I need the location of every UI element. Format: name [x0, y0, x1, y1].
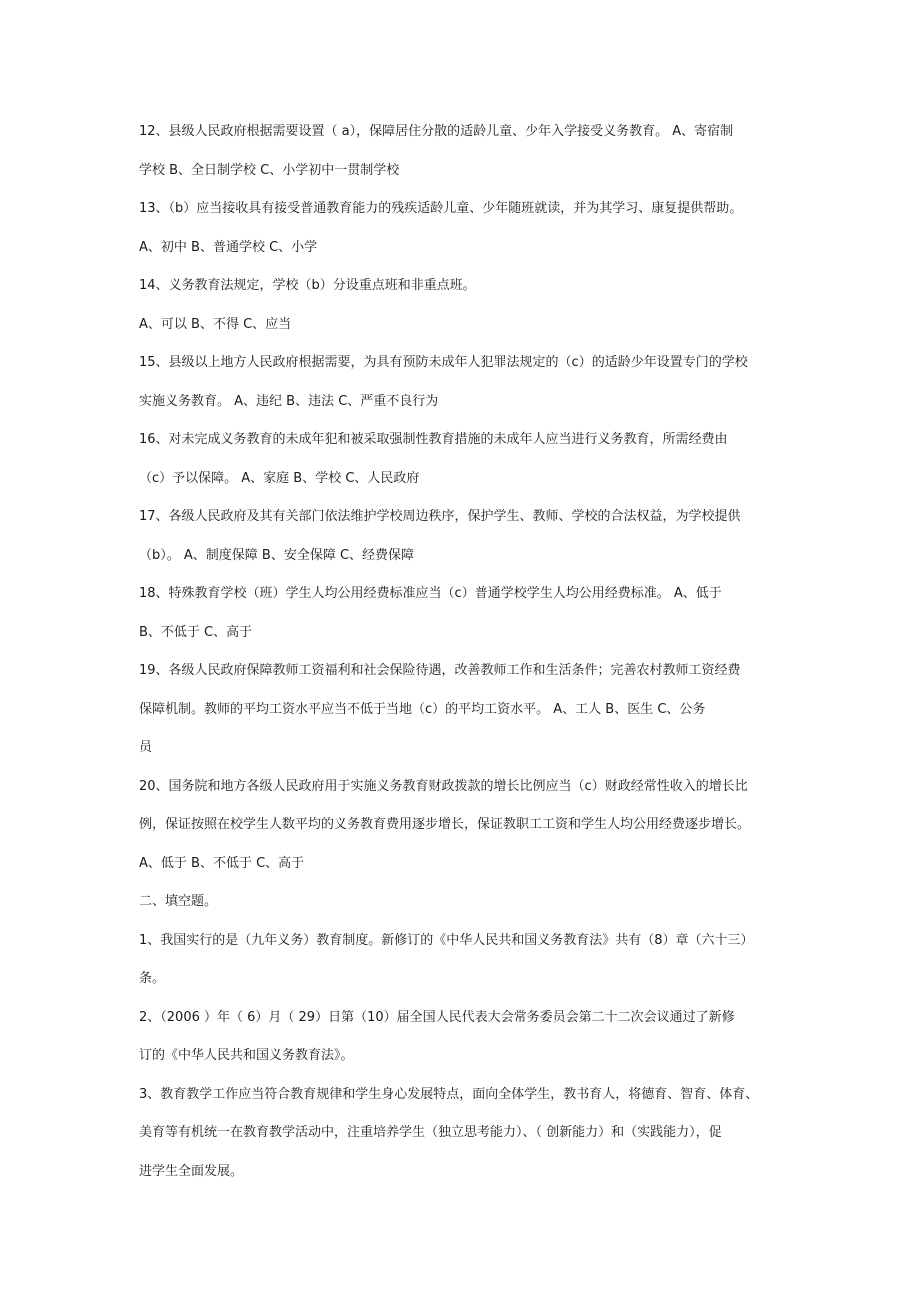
text-line: 17、各级人民政府及其有关部门依法维护学校周边秩序，保护学生、教师、学校的合法权益，为学校提供: [139, 509, 741, 524]
text-line: 20、国务院和地方各级人民政府用于实施义务教育财政拨款的增长比例应当（c）财政经常性收入的增长比: [139, 778, 748, 794]
text-line: 订的《中华人民共和国义务教育法》。: [139, 1048, 354, 1063]
text-line: 实施义务教育。 A、违纪 B、违法 C、严重不良行为: [139, 393, 439, 409]
text-line: 12、县级人民政府根据需要设置（ a），保障居住分散的适龄儿童、少年入学接受义务教育。 A、寄宿制: [139, 124, 734, 139]
text-line: （b）。 A、制度保障 B、安全保障 C、经费保障: [139, 547, 415, 563]
text-line: 例，保证按照在校学生人数平均的义务教育费用逐步增长，保证教职工工资和学生人均公用经费逐步增长。: [139, 817, 751, 832]
text-line: 3、教育教学工作应当符合教育规律和学生身心发展特点，面向全体学生，教书育人，将德育、智育、体育、: [139, 1086, 759, 1102]
text-line: 18、特殊教育学校（班）学生人均公用经费标准应当（c）普通学校学生人均公用经费标准。 A、低于: [139, 586, 722, 601]
text-line: 16、对未完成义务教育的未成年犯和被采取强制性教育措施的未成年人应当进行义务教育，所需经费由: [139, 432, 728, 447]
text-line: 13、（b）应当接收具有接受普通教育能力的残疾适龄儿童、少年随班就读，并为其学习、康复提供帮助。: [139, 201, 743, 216]
text-line: A、低于 B、不低于 C、高于: [139, 855, 305, 871]
text-line: 员: [139, 740, 153, 755]
text-line: 14、义务教育法规定，学校（b）分设重点班和非重点班。: [139, 278, 476, 293]
text-line: 条。: [139, 971, 166, 986]
text-line: 二、填空题。: [139, 894, 218, 909]
text-line: （c）予以保障。 A、家庭 B、学校 C、人民政府: [139, 470, 420, 486]
text-line: B、不低于 C、高于: [139, 624, 253, 640]
text-line: 美育等有机统一在教育教学活动中，注重培养学生（独立思考能力）、（ 创新能力）和（实践能力），促: [139, 1125, 722, 1140]
document-body: [139, 113, 789, 1191]
text-line: 1、我国实行的是（九年义务）教育制度。新修订的《中华人民共和国义务教育法》共有（8）章（六十三）: [139, 932, 754, 948]
text-line: 保障机制。教师的平均工资水平应当不低于当地（c）的平均工资水平。 A、工人 B、医生 C、公务: [139, 701, 706, 717]
text-line: 进学生全面发展。: [139, 1163, 244, 1179]
text-line: 2、（2006 ）年（ 6）月（ 29）日第（10）届全国人民代表大会常务委员会第二十二次会议通过了新修: [139, 1009, 735, 1025]
text-line: A、初中 B、普通学校 C、小学: [139, 239, 318, 255]
text-line: A、可以 B、不得 C、应当: [139, 316, 292, 332]
text-line: 学校 B、全日制学校 C、小学初中一贯制学校: [139, 162, 400, 178]
text-line: 19、各级人民政府保障教师工资福利和社会保险待遇，改善教师工作和生活条件；完善农村教师工资经费: [139, 663, 741, 678]
text-line: 15、县级以上地方人民政府根据需要，为具有预防未成年人犯罪法规定的（c）的适龄少年设置专门的学校: [139, 355, 748, 370]
